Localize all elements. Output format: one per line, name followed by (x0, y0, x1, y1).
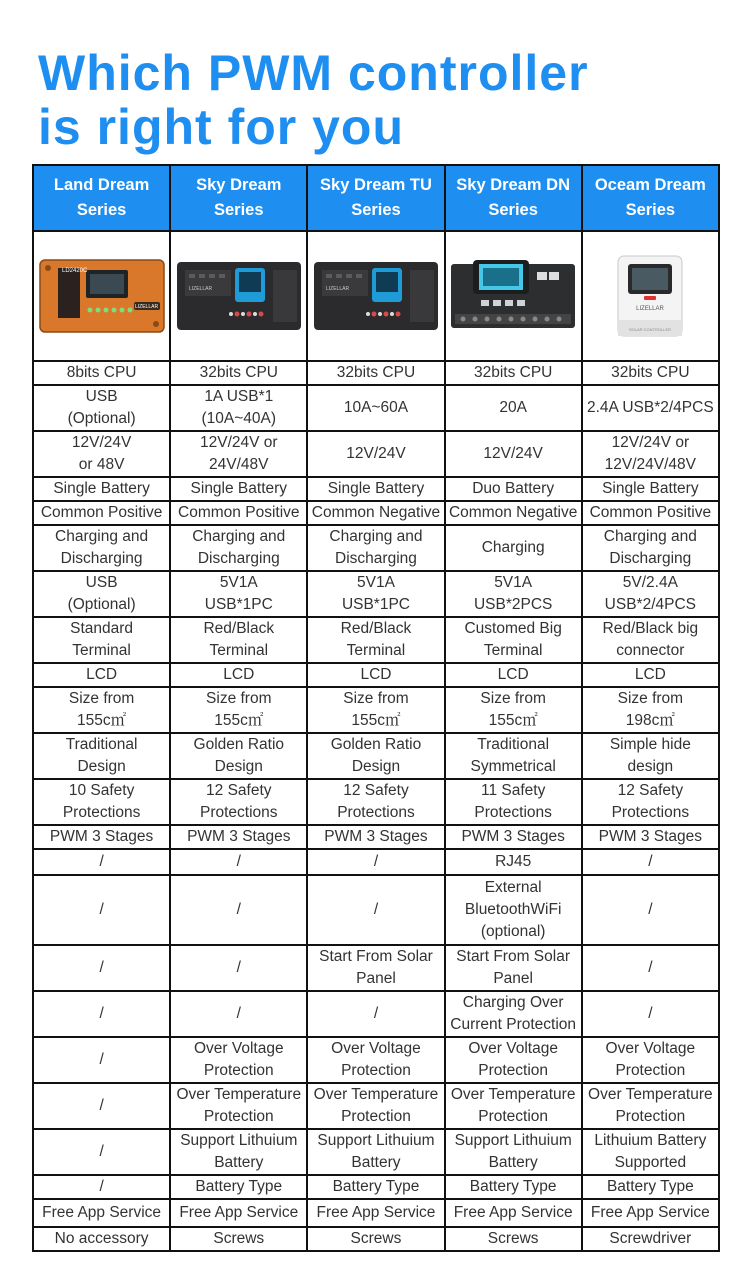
table-cell: 32bits CPU (307, 361, 444, 385)
table-cell: LCD (307, 663, 444, 687)
table-cell: 32bits CPU (445, 361, 582, 385)
table-cell: Duo Battery (445, 477, 582, 501)
table-cell: Common Negative (307, 501, 444, 525)
table-row (33, 571, 719, 617)
sky-dream-image-cell (170, 231, 307, 361)
table-cell: 32bits CPU (582, 361, 719, 385)
table-cell: PWM 3 Stages (33, 825, 170, 849)
table-cell: LCD (582, 663, 719, 687)
table-cell: Red/Black big connector (582, 617, 719, 663)
table-cell: / (170, 991, 307, 1037)
table-row (33, 501, 719, 525)
table-cell: 8bits CPU (33, 361, 170, 385)
header-row (33, 165, 719, 231)
table-cell: / (170, 875, 307, 945)
table-cell: / (307, 849, 444, 875)
table-cell: No accessory (33, 1227, 170, 1251)
table-row (33, 1175, 719, 1199)
header-sky-dream-tu: Sky Dream TU Series (307, 165, 444, 231)
table-cell: Battery Type (445, 1175, 582, 1199)
table-cell: Over Voltage Protection (170, 1037, 307, 1083)
table-cell: Over Temperature Protection (170, 1083, 307, 1129)
table-cell: 5V1A USB*2PCS (445, 571, 582, 617)
table-row (33, 849, 719, 875)
table-cell: Screws (445, 1227, 582, 1251)
table-cell: Screws (170, 1227, 307, 1251)
table-cell: Battery Type (582, 1175, 719, 1199)
table-cell: / (33, 875, 170, 945)
table-cell: Free App Service (445, 1199, 582, 1227)
table-row (33, 663, 719, 687)
table-row (33, 385, 719, 431)
table-cell: Single Battery (170, 477, 307, 501)
table-cell: 12 Safety Protections (582, 779, 719, 825)
table-row (33, 779, 719, 825)
table-row (33, 525, 719, 571)
table-cell: Screwdriver (582, 1227, 719, 1251)
table-cell: 12V/24V (307, 431, 444, 477)
table-cell: LCD (33, 663, 170, 687)
table-cell: LCD (445, 663, 582, 687)
sky-dream-controller-image (175, 256, 303, 336)
table-cell: / (582, 945, 719, 991)
table-row (33, 617, 719, 663)
table-cell: Support Lithuium Battery (170, 1129, 307, 1175)
table-cell: Single Battery (582, 477, 719, 501)
table-row (33, 1129, 719, 1175)
table-cell: Free App Service (33, 1199, 170, 1227)
oceam-dream-image-cell (582, 231, 719, 361)
table-cell: Support Lithuium Battery (307, 1129, 444, 1175)
table-cell: 11 Safety Protections (445, 779, 582, 825)
table-cell: / (33, 1083, 170, 1129)
table-row (33, 733, 719, 779)
svg-text:LIZELLAR: LIZELLAR (134, 304, 158, 310)
table-cell: / (307, 991, 444, 1037)
table-row (33, 1037, 719, 1083)
land-dream-image-cell (33, 231, 170, 361)
table-cell: Common Positive (170, 501, 307, 525)
table-row (33, 431, 719, 477)
table-cell: Customed Big Terminal (445, 617, 582, 663)
table-cell: 5V/2.4A USB*2/4PCS (582, 571, 719, 617)
table-cell: 1A USB*1 (10A~40A) (170, 385, 307, 431)
table-cell: Size from 155c㎡ (445, 687, 582, 733)
table-cell: Red/Black Terminal (307, 617, 444, 663)
table-cell: 12 Safety Protections (170, 779, 307, 825)
table-cell: Common Positive (582, 501, 719, 525)
table-cell: / (33, 1129, 170, 1175)
svg-text:LIZELLAR: LIZELLAR (636, 306, 665, 312)
table-cell: Over Temperature Protection (307, 1083, 444, 1129)
table-cell: 12V/24V (445, 431, 582, 477)
table-cell: RJ45 (445, 849, 582, 875)
table-cell: Battery Type (307, 1175, 444, 1199)
table-cell: Over Temperature Protection (582, 1083, 719, 1129)
land-dream-controller-image (38, 256, 166, 336)
table-cell: Size from 198c㎡ (582, 687, 719, 733)
table-row (33, 875, 719, 945)
product-image-row (33, 231, 719, 361)
table-cell: Red/Black Terminal (170, 617, 307, 663)
table-row (33, 477, 719, 501)
table-cell: Start From Solar Panel (445, 945, 582, 991)
table-cell: Golden Ratio Design (170, 733, 307, 779)
table-cell: Over Voltage Protection (445, 1037, 582, 1083)
table-cell: 12 Safety Protections (307, 779, 444, 825)
table-cell: Free App Service (582, 1199, 719, 1227)
table-row (33, 945, 719, 991)
table-cell: / (170, 849, 307, 875)
table-cell: / (582, 849, 719, 875)
svg-text:LD2420C: LD2420C (61, 268, 87, 274)
table-cell: PWM 3 Stages (307, 825, 444, 849)
table-cell: USB (Optional) (33, 385, 170, 431)
table-cell: Over Temperature Protection (445, 1083, 582, 1129)
title-line-1: Which PWM controller (38, 45, 589, 101)
table-cell: 32bits CPU (170, 361, 307, 385)
sky-dream-tu-controller-image (312, 256, 440, 336)
table-cell: 5V1A USB*1PC (307, 571, 444, 617)
sky-dream-tu-image-cell (307, 231, 444, 361)
table-row (33, 687, 719, 733)
table-cell: Lithuium Battery Supported (582, 1129, 719, 1175)
table-cell: Traditional Symmetrical (445, 733, 582, 779)
table-cell: / (33, 1037, 170, 1083)
table-cell: LCD (170, 663, 307, 687)
table-row (33, 825, 719, 849)
table-cell: 12V/24V or 12V/24V/48V (582, 431, 719, 477)
table-cell: Free App Service (170, 1199, 307, 1227)
table-cell: Charging (445, 525, 582, 571)
table-cell: Size from 155c㎡ (33, 687, 170, 733)
svg-text:LIZELLAR: LIZELLAR (325, 286, 350, 292)
table-cell: Charging and Discharging (307, 525, 444, 571)
table-row (33, 1227, 719, 1251)
table-cell: 10 Safety Protections (33, 779, 170, 825)
table-cell: / (33, 1175, 170, 1199)
table-cell: Golden Ratio Design (307, 733, 444, 779)
comparison-table (32, 164, 720, 1252)
header-oceam-dream: Oceam Dream Series (582, 165, 719, 231)
header-land-dream: Land Dream Series (33, 165, 170, 231)
oceam-dream-controller-image (586, 254, 714, 338)
table-cell: Battery Type (170, 1175, 307, 1199)
svg-text:SOLAR CONTROLLER: SOLAR CONTROLLER (629, 327, 672, 332)
table-cell: Over Voltage Protection (582, 1037, 719, 1083)
table-row (33, 1083, 719, 1129)
table-cell: Single Battery (33, 477, 170, 501)
table-row (33, 1199, 719, 1227)
header-sky-dream-dn: Sky Dream DN Series (445, 165, 582, 231)
table-cell: Traditional Design (33, 733, 170, 779)
table-cell: Charging and Discharging (33, 525, 170, 571)
title-line-2: is right for you (38, 99, 404, 155)
page-title (38, 46, 589, 154)
table-cell: Charging and Discharging (582, 525, 719, 571)
table-cell: USB (Optional) (33, 571, 170, 617)
table-cell: Size from 155c㎡ (170, 687, 307, 733)
table-cell: Single Battery (307, 477, 444, 501)
sky-dream-dn-controller-image (449, 256, 577, 336)
table-cell: / (170, 945, 307, 991)
table-cell: 10A~60A (307, 385, 444, 431)
svg-text:LIZELLAR: LIZELLAR (188, 286, 212, 292)
table-cell: Standard Terminal (33, 617, 170, 663)
table-cell: Free App Service (307, 1199, 444, 1227)
table-cell: Screws (307, 1227, 444, 1251)
table-cell: Start From Solar Panel (307, 945, 444, 991)
table-cell: / (582, 991, 719, 1037)
table-cell: Common Negative (445, 501, 582, 525)
table-cell: / (307, 875, 444, 945)
table-cell: External BluetoothWiFi (optional) (445, 875, 582, 945)
header-sky-dream: Sky Dream Series (170, 165, 307, 231)
table-row (33, 991, 719, 1037)
table-cell: Over Voltage Protection (307, 1037, 444, 1083)
table-cell: Charging Over Current Protection (445, 991, 582, 1037)
table-cell: / (33, 945, 170, 991)
table-cell: PWM 3 Stages (445, 825, 582, 849)
table-cell: / (582, 875, 719, 945)
table-cell: Support Lithuium Battery (445, 1129, 582, 1175)
table-cell: Charging and Discharging (170, 525, 307, 571)
table-cell: 12V/24V or 48V (33, 431, 170, 477)
table-cell: Size from 155c㎡ (307, 687, 444, 733)
table-cell: 20A (445, 385, 582, 431)
table-row (33, 361, 719, 385)
table-cell: 2.4A USB*2/4PCS (582, 385, 719, 431)
table-cell: 5V1A USB*1PC (170, 571, 307, 617)
table-cell: Simple hide design (582, 733, 719, 779)
table-cell: Common Positive (33, 501, 170, 525)
table-cell: / (33, 991, 170, 1037)
table-cell: PWM 3 Stages (170, 825, 307, 849)
table-cell: 12V/24V or 24V/48V (170, 431, 307, 477)
table-cell: PWM 3 Stages (582, 825, 719, 849)
sky-dream-dn-image-cell (445, 231, 582, 361)
table-cell: / (33, 849, 170, 875)
